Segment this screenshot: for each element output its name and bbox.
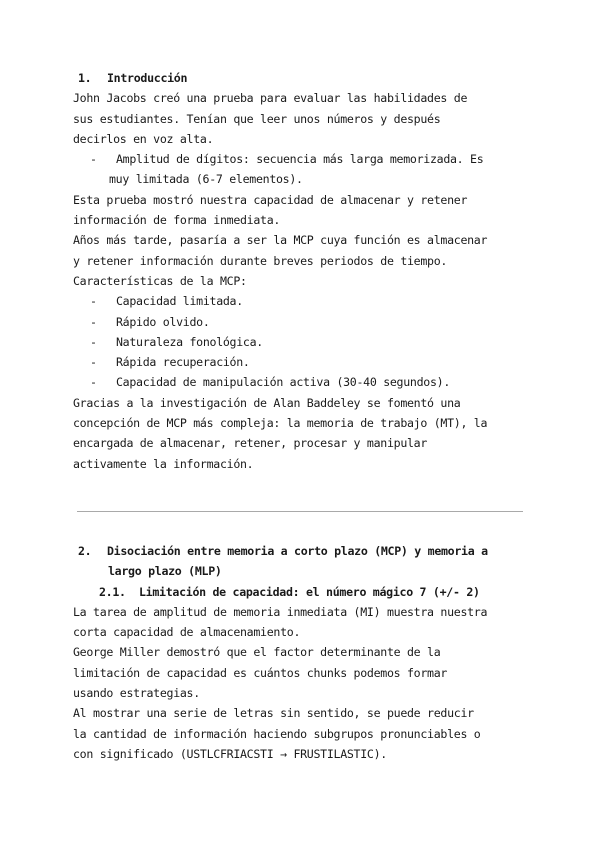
bullet-text: Rápida recuperación. — [116, 355, 250, 370]
paragraph-line: Años más tarde, pasaría a ser la MCP cuya función es almacenar — [73, 233, 488, 248]
bullet-item — [73, 372, 543, 392]
bullet-item — [73, 149, 543, 169]
bullet-dash: - — [90, 314, 97, 329]
bullet-text: Capacidad de manipulación activa (30-40 segundos). — [116, 375, 451, 390]
paragraph-line: activamente la información. — [73, 456, 254, 471]
paragraph-line: Gracias a la investigación de Alan Baddeley se fomentó una — [73, 395, 461, 410]
bullet-continuation: muy limitada (6-7 elementos). — [109, 172, 303, 187]
bullet-dash: - — [90, 294, 97, 309]
paragraph-line: La tarea de amplitud de memoria inmediata (MI) muestra nuestra — [73, 604, 488, 619]
paragraph-line: John Jacobs creó una prueba para evaluar las habilidades de — [73, 91, 468, 106]
paragraph-line: Esta prueba mostró nuestra capacidad de almacenar y retener — [73, 192, 468, 207]
bullet-dash: - — [90, 334, 97, 349]
bullet-dash: - — [90, 375, 97, 390]
horizontal-divider — [77, 511, 523, 512]
paragraph-line: limitación de capacidad es cuántos chunks podemos formar — [73, 665, 448, 680]
paragraph-line: usando estrategias. — [73, 686, 200, 701]
bullet-text: Capacidad limitada. — [116, 294, 243, 309]
bullet-item — [73, 352, 543, 372]
bullet-item — [73, 332, 543, 352]
bullet-item — [73, 291, 543, 311]
bullet-dash: - — [90, 152, 97, 167]
section-title-continuation: largo plazo (MLP) — [108, 564, 222, 579]
paragraph-line: concepción de MCP más compleja: la memoria de trabajo (MT), la — [73, 416, 488, 431]
paragraph-line: sus estudiantes. Tenían que leer unos números y después — [73, 111, 441, 126]
section-heading — [73, 541, 543, 561]
section-number: 2. — [78, 544, 92, 558]
section-disociacion — [73, 541, 543, 764]
subsection-heading — [73, 582, 543, 602]
section-title: Introducción — [107, 71, 188, 85]
bullet-text: Amplitud de dígitos: secuencia más larga memorizada. Es — [116, 152, 484, 167]
paragraph-line: decirlos en voz alta. — [73, 131, 214, 146]
section-title: Disociación entre memoria a corto plazo (MCP) y memoria a — [107, 544, 488, 558]
paragraph-line: corta capacidad de almacenamiento. — [73, 625, 301, 640]
bullet-dash: - — [90, 355, 97, 370]
subsection-title: Limitación de capacidad: el número mágico 7 (+/- 2) — [139, 584, 480, 599]
paragraph-line: información de forma inmediata. — [73, 213, 281, 228]
subsection-number: 2.1. — [99, 584, 126, 599]
paragraph-line: la cantidad de información haciendo subgrupos pronunciables o — [73, 726, 481, 741]
bullet-item — [73, 312, 543, 332]
section-introduccion — [73, 68, 543, 474]
bullet-text: Naturaleza fonológica. — [116, 334, 263, 349]
paragraph-line: encargada de almacenar, retener, procesar y manipular — [73, 436, 428, 451]
paragraph-line: y retener información durante breves periodos de tiempo. — [73, 253, 448, 268]
paragraph-line: George Miller demostró que el factor determinante de la — [73, 645, 441, 660]
bullet-text: Rápido olvido. — [116, 314, 210, 329]
paragraph-line: Características de la MCP: — [73, 273, 247, 288]
paragraph-line: con significado (USTLCFRIACSTI → FRUSTILASTIC). — [73, 746, 387, 761]
section-number: 1. — [78, 71, 92, 85]
paragraph-line: Al mostrar una serie de letras sin sentido, se puede reducir — [73, 706, 474, 721]
section-heading — [73, 68, 543, 88]
